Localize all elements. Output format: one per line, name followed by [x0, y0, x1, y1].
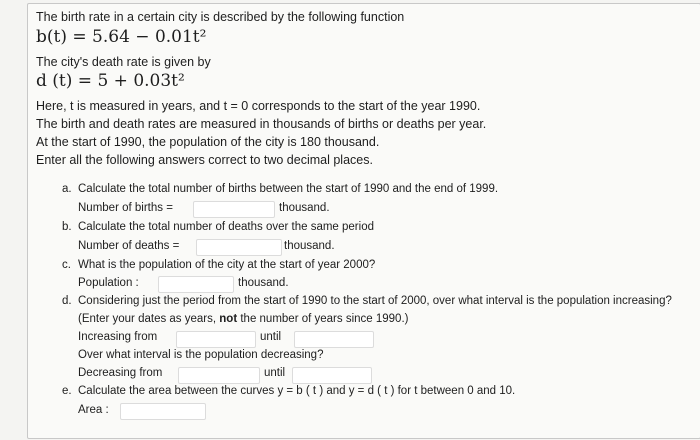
part-b-marker: b. [62, 221, 72, 233]
birth-fn-lhs: b(t) [36, 27, 67, 47]
decreasing-until-input[interactable] [292, 367, 372, 384]
death-fn-rhs: = 5 + 0.03t² [77, 71, 185, 91]
part-d-question: Considering just the period from the start of 1990 to the start of 2000, over what interval is the population increasing? [78, 295, 672, 307]
death-fn-lhs: d (t) [36, 71, 73, 91]
area-input[interactable] [120, 403, 206, 420]
increasing-until-label: until [260, 331, 282, 343]
part-b-unit: thousand. [284, 240, 335, 252]
part-c-label: Population : [78, 277, 139, 289]
intro-line-6: Enter all the following answers correct to two decimal places. [36, 153, 373, 167]
part-e-label: Area : [78, 404, 109, 416]
part-d-decreasing-question: Over what interval is the population decreasing? [78, 349, 324, 361]
part-a-marker: a. [62, 183, 72, 195]
increasing-from-input[interactable] [176, 331, 256, 348]
part-d-note-post: the number of years since 1990.) [240, 313, 409, 325]
part-d-marker: d. [62, 295, 72, 307]
part-e-marker: e. [62, 385, 72, 397]
part-c-question: What is the population of the city at the start of year 2000? [78, 259, 376, 271]
part-d-note-pre: (Enter your dates as years, [78, 313, 217, 325]
population-input[interactable] [158, 276, 234, 293]
intro-line-3: Here, t is measured in years, and t = 0 corresponds to the start of the year 1990. [36, 99, 481, 113]
part-a-label: Number of births = [78, 202, 173, 214]
part-b-question: Calculate the total number of deaths over the same period [78, 221, 374, 233]
increasing-label: Increasing from [78, 331, 158, 343]
intro-line-4: The birth and death rates are measured in thousands of births or deaths per year. [36, 117, 487, 131]
intro-line-1: The birth rate in a certain city is described by the following function [36, 10, 405, 24]
decreasing-label: Decreasing from [78, 367, 163, 379]
part-d-note-bold: not [219, 313, 238, 325]
part-d-note [78, 313, 408, 325]
deaths-input[interactable] [196, 239, 282, 256]
birth-rate-function [36, 27, 206, 47]
death-rate-function [36, 71, 185, 91]
part-b-label: Number of deaths = [78, 240, 180, 252]
increasing-until-input[interactable] [294, 331, 374, 348]
part-e-question: Calculate the area between the curves y = b ( t ) and y = d ( t ) for t between 0 and 10. [78, 385, 516, 397]
part-a-question: Calculate the total number of births between the start of 1990 and the end of 1999. [78, 183, 499, 195]
birth-fn-rhs: = 5.64 − 0.01t² [72, 27, 207, 47]
decreasing-until-label: until [264, 367, 286, 379]
intro-line-5: At the start of 1990, the population of the city is 180 thousand. [36, 135, 380, 149]
part-c-unit: thousand. [238, 277, 289, 289]
part-c-marker: c. [62, 259, 71, 271]
part-a-unit: thousand. [279, 202, 330, 214]
intro-line-2: The city's death rate is given by [36, 55, 211, 69]
decreasing-from-input[interactable] [178, 367, 260, 384]
births-input[interactable] [193, 201, 275, 218]
